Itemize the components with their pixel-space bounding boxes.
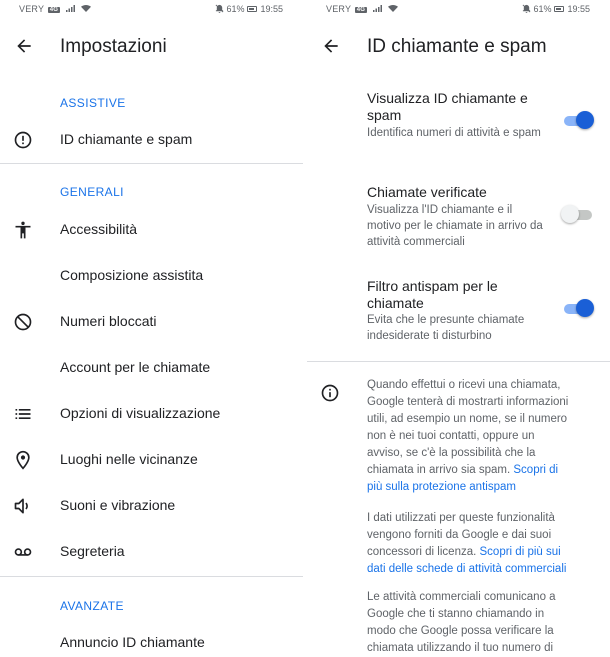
setting-summary: Evita che le presunte chiamate indesiderate ti disturbino — [367, 314, 525, 342]
wifi-icon — [81, 5, 91, 12]
mute-icon — [522, 4, 531, 13]
status-right — [522, 4, 590, 14]
setting-spam-filter[interactable] — [307, 274, 610, 346]
settings-item-label: Luoghi nelle vicinanze — [60, 451, 198, 467]
info-paragraph-1: Quando effettui o ricevi una chiamata, Google tenterà di mostrarti informazioni utili, ad esempio un nome, se il numero non è nei tuoi contatti, oppure un avviso, se c'è la possibilità che la chiamata in arrivo sia spam. Scopri di più sulla protezione antispam — [367, 379, 569, 493]
battery-percent: 61% — [533, 4, 552, 14]
location-pin-icon — [13, 450, 33, 470]
caller-id-spam-toggle[interactable] — [561, 110, 595, 130]
wifi-icon — [388, 5, 398, 12]
info-paragraph-3: Le attività commerciali comunicano a Google che ti stanno chiamando in modo che Google possa verificare la chiamata utilizzando il tuo numero di — [367, 591, 556, 654]
page-title: ID chiamante e spam — [367, 36, 547, 57]
settings-item-label: Account per le chiamate — [60, 359, 211, 375]
verified-calls-toggle[interactable] — [561, 204, 595, 224]
section-header-generali: GENERALI — [60, 185, 124, 199]
network-badge: 4G — [49, 7, 59, 13]
settings-item-display-options[interactable] — [0, 392, 303, 436]
carrier-label: VERY 4G — [19, 4, 91, 14]
setting-show-caller-id-spam[interactable] — [307, 86, 610, 162]
battery-icon — [247, 6, 257, 12]
settings-item-caller-id-spam[interactable] — [0, 118, 303, 162]
divider — [0, 576, 303, 577]
setting-verified-calls[interactable] — [307, 180, 610, 254]
settings-item-caller-id-announcement[interactable] — [0, 621, 303, 657]
voicemail-icon — [13, 542, 33, 562]
carrier-label: VERY 4G — [326, 4, 398, 14]
list-icon — [13, 404, 33, 424]
settings-item-blocked-numbers[interactable] — [0, 300, 303, 344]
settings-item-label: Annuncio ID chiamante — [60, 634, 205, 650]
settings-item-label: Accessibilità — [60, 221, 138, 237]
divider — [0, 163, 303, 164]
network-badge: 4G — [356, 7, 366, 13]
section-header-assistive: ASSISTIVE — [60, 96, 126, 110]
settings-item-label: Composizione assistita — [60, 267, 204, 283]
mute-icon — [215, 4, 224, 13]
setting-title: Visualizza ID chiamante e spam — [367, 90, 528, 123]
app-bar — [307, 30, 610, 64]
setting-title: Filtro antispam per le chiamate — [367, 278, 498, 311]
settings-item-assisted-dialing[interactable] — [0, 254, 303, 298]
clock: 19:55 — [260, 4, 283, 14]
signal-icon — [373, 5, 382, 12]
settings-item-label: Numeri bloccati — [60, 313, 157, 329]
learn-more-business-data-link[interactable]: Scopri di più sui dati delle schede di attività commerciali — [367, 546, 567, 575]
back-arrow-icon[interactable] — [14, 36, 34, 56]
settings-item-label: Segreteria — [60, 543, 125, 559]
settings-item-calling-accounts[interactable] — [0, 346, 303, 390]
divider — [307, 361, 610, 362]
battery-icon — [554, 6, 564, 12]
signal-icon — [66, 5, 75, 12]
status-bar — [307, 0, 610, 18]
settings-item-label: ID chiamante e spam — [60, 131, 193, 147]
app-bar — [0, 30, 303, 64]
settings-item-accessibility[interactable] — [0, 208, 303, 252]
volume-icon — [13, 496, 33, 516]
spam-filter-toggle[interactable] — [561, 298, 595, 318]
settings-item-label: Opzioni di visualizzazione — [60, 405, 221, 421]
status-bar — [0, 0, 303, 18]
setting-summary: Visualizza l'ID chiamante e il motivo per le chiamate in arrivo da attività commerciali — [367, 204, 543, 248]
settings-item-voicemail[interactable] — [0, 530, 303, 574]
settings-item-label: Suoni e vibrazione — [60, 497, 176, 513]
block-icon — [13, 312, 33, 332]
clock: 19:55 — [567, 4, 590, 14]
info-icon — [320, 383, 340, 403]
caller-id-spam-screen — [307, 0, 610, 657]
info-paragraph-2: I dati utilizzati per queste funzionalità vengono forniti da Google e dai suoi concessori di licenza. Scopri di più sui dati delle schede di attività commerciali — [367, 512, 567, 575]
learn-more-spam-protection-link[interactable]: Scopri di più sulla protezione antispam — [367, 464, 559, 493]
settings-screen — [0, 0, 303, 657]
accessibility-icon — [13, 220, 33, 240]
battery-percent: 61% — [226, 4, 245, 14]
page-title: Impostazioni — [60, 36, 167, 57]
settings-item-nearby-places[interactable] — [0, 438, 303, 482]
section-header-avanzate: AVANZATE — [60, 599, 124, 613]
setting-summary: Identifica numeri di attività e spam — [367, 127, 541, 139]
settings-item-sounds-vibration[interactable] — [0, 484, 303, 528]
setting-title: Chiamate verificate — [367, 184, 487, 200]
back-arrow-icon[interactable] — [321, 36, 341, 56]
alert-circle-icon — [13, 130, 33, 150]
status-right — [215, 4, 283, 14]
